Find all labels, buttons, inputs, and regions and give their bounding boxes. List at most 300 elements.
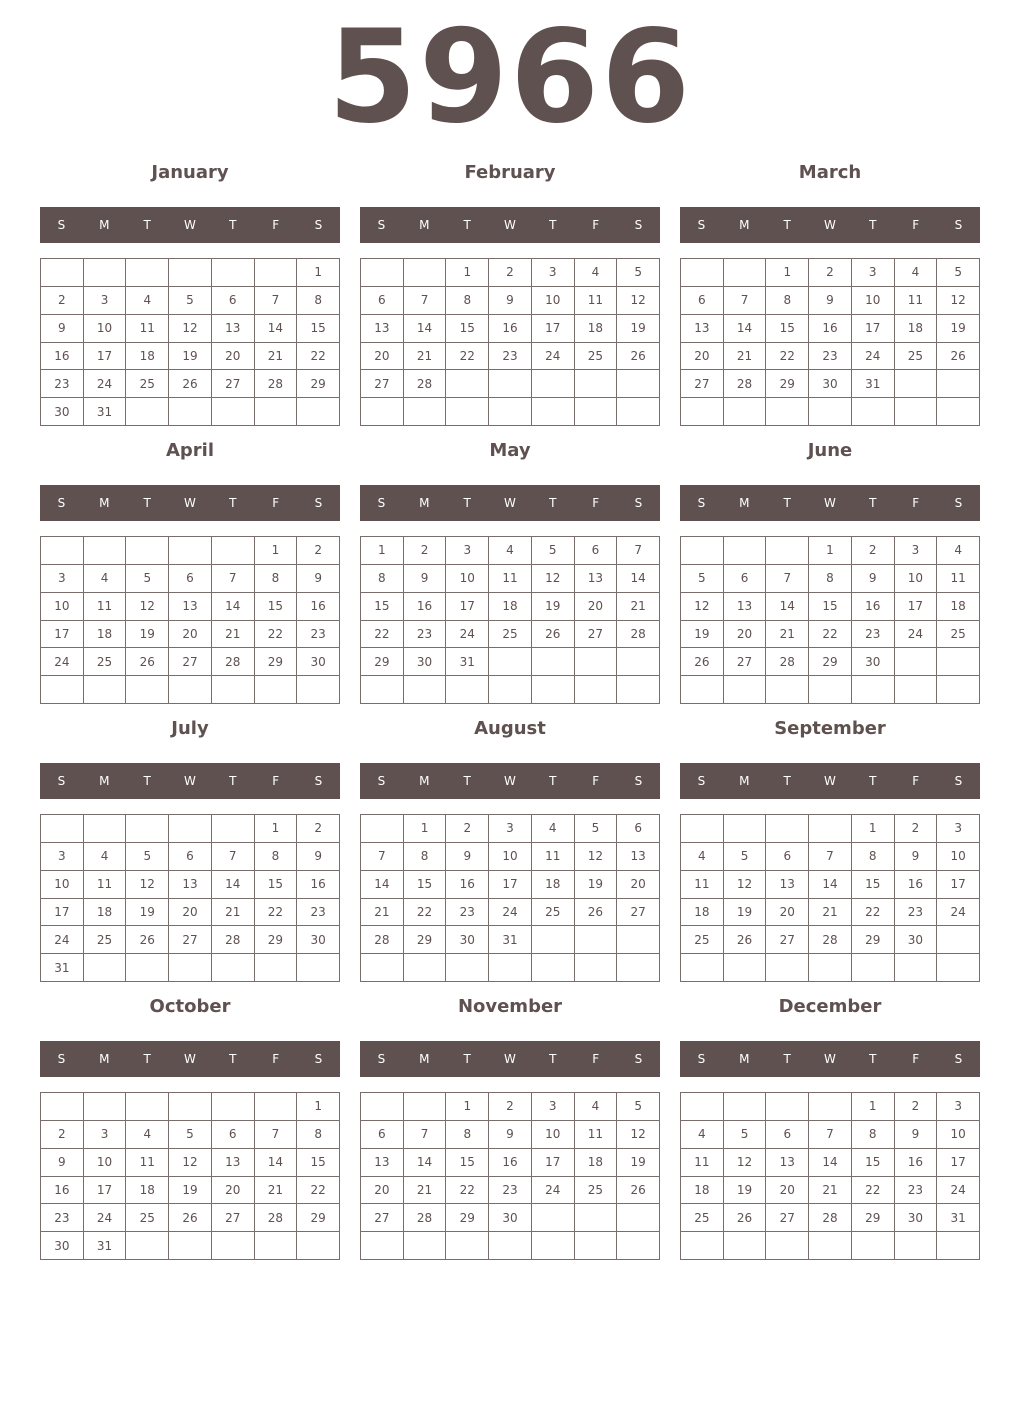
day-cell: 2 [297,537,340,565]
day-cell [361,954,404,982]
day-cell: 7 [212,565,255,593]
day-cell: 27 [766,926,809,954]
day-cell [617,370,660,398]
weekday-header-bar [40,207,340,243]
day-cell [575,954,618,982]
day-cell [404,259,447,287]
day-cell [766,1232,809,1260]
day-cell: 21 [617,593,660,621]
weekday-label: W [504,496,516,510]
weekday-label: F [592,774,600,788]
day-cell [169,537,212,565]
day-cell: 8 [852,1121,895,1149]
day-cell: 13 [724,593,767,621]
day-cell: 19 [724,1177,767,1205]
weekday-header-bar [40,763,340,799]
weekday-header-bar [680,485,980,521]
day-cell [84,954,127,982]
day-cell: 10 [532,1121,575,1149]
day-cell: 6 [681,287,724,315]
day-cell: 7 [617,537,660,565]
day-cell: 21 [212,621,255,649]
day-cell: 28 [404,370,447,398]
day-cell: 7 [361,843,404,871]
weekday-label: S [377,218,386,232]
day-cell: 16 [895,1149,938,1177]
day-cell: 16 [489,1149,532,1177]
weekday-label: T [143,1052,151,1066]
day-cell: 18 [895,315,938,343]
day-cell: 30 [404,648,447,676]
day-cell [297,954,340,982]
day-cell: 23 [446,899,489,927]
month-name: May [489,440,531,461]
day-cell: 17 [84,1177,127,1205]
day-cell [852,398,895,426]
month-name: December [778,996,882,1017]
day-cell: 13 [361,1149,404,1177]
day-cell: 25 [126,1204,169,1232]
day-cell: 18 [532,871,575,899]
day-cell [681,1093,724,1121]
day-cell [169,1093,212,1121]
weekday-label: T [869,496,877,510]
day-cell: 3 [84,287,127,315]
day-cell: 23 [41,370,84,398]
day-cell: 5 [681,565,724,593]
day-cell: 11 [575,1121,618,1149]
day-cell [681,954,724,982]
day-cell [169,815,212,843]
weekday-label: W [824,774,836,788]
weekday-label: S [57,774,66,788]
day-cell [255,1232,298,1260]
day-cell: 3 [532,259,575,287]
weekday-header-bar [360,763,660,799]
day-cell [84,815,127,843]
day-cell: 13 [766,871,809,899]
day-cell [41,537,84,565]
day-cell: 4 [489,537,532,565]
day-cell: 31 [489,926,532,954]
day-cell [852,1232,895,1260]
day-cell: 12 [575,843,618,871]
day-cell: 16 [809,315,852,343]
day-cell: 16 [41,343,84,371]
day-cell [575,398,618,426]
day-cell [532,648,575,676]
day-cell: 23 [404,621,447,649]
day-cell: 5 [724,843,767,871]
day-cell: 8 [255,565,298,593]
day-cell [84,676,127,704]
day-cell [937,954,980,982]
day-cell [169,954,212,982]
day-cell: 4 [575,259,618,287]
day-cell: 13 [169,593,212,621]
day-cell: 21 [766,621,809,649]
month-name: January [151,162,229,183]
day-cell [489,398,532,426]
weekday-label: S [634,218,643,232]
weekday-label: F [272,496,280,510]
day-grid [360,814,660,982]
day-cell: 10 [41,871,84,899]
day-cell: 30 [41,398,84,426]
weekday-label: T [143,774,151,788]
weekday-label: F [592,496,600,510]
day-cell: 11 [489,565,532,593]
day-cell: 8 [361,565,404,593]
day-cell: 25 [84,926,127,954]
day-cell: 26 [617,343,660,371]
day-cell: 21 [255,343,298,371]
weekday-label: W [824,218,836,232]
day-cell: 3 [532,1093,575,1121]
day-cell [724,398,767,426]
weekday-label: T [229,496,237,510]
day-cell: 26 [575,899,618,927]
day-cell: 14 [404,1149,447,1177]
day-cell: 6 [361,1121,404,1149]
day-cell: 16 [489,315,532,343]
day-cell: 22 [255,621,298,649]
day-cell: 21 [404,343,447,371]
day-cell: 1 [297,1093,340,1121]
day-cell [895,648,938,676]
day-cell: 11 [895,287,938,315]
day-cell: 11 [126,1149,169,1177]
day-cell: 3 [41,843,84,871]
day-cell: 6 [169,843,212,871]
day-cell: 21 [404,1177,447,1205]
day-cell: 15 [809,593,852,621]
day-cell: 3 [852,259,895,287]
day-cell: 21 [724,343,767,371]
day-cell: 23 [41,1204,84,1232]
day-cell: 17 [937,871,980,899]
weekday-label: S [954,218,963,232]
day-cell [809,398,852,426]
day-cell: 4 [532,815,575,843]
day-cell: 19 [724,899,767,927]
day-cell [84,259,127,287]
day-cell: 19 [937,315,980,343]
weekday-label: M [739,1052,750,1066]
day-cell: 12 [126,871,169,899]
day-cell [575,370,618,398]
day-cell [297,398,340,426]
day-cell: 2 [41,1121,84,1149]
day-cell: 25 [575,1177,618,1205]
day-cell: 17 [937,1149,980,1177]
weekday-label: S [634,1052,643,1066]
day-cell: 14 [617,565,660,593]
day-cell: 28 [255,1204,298,1232]
day-cell: 19 [126,621,169,649]
day-cell: 22 [404,899,447,927]
day-cell [361,259,404,287]
day-cell: 25 [84,648,127,676]
weekday-label: W [504,1052,516,1066]
weekday-header-bar [680,763,980,799]
day-cell [766,815,809,843]
day-cell: 4 [126,287,169,315]
weekday-label: S [634,496,643,510]
day-cell: 5 [126,843,169,871]
weekday-label: T [549,774,557,788]
day-cell: 30 [809,370,852,398]
day-cell [404,398,447,426]
weekday-label: S [697,496,706,510]
day-cell [617,676,660,704]
day-cell [809,815,852,843]
day-cell [361,815,404,843]
day-cell: 2 [297,815,340,843]
day-cell: 8 [255,843,298,871]
day-cell [489,676,532,704]
day-cell [724,954,767,982]
day-cell [575,1232,618,1260]
day-cell [809,1232,852,1260]
weekday-label: T [143,496,151,510]
day-cell [489,370,532,398]
weekday-label: W [184,1052,196,1066]
weekday-header-bar [360,207,660,243]
day-cell: 8 [297,287,340,315]
month-name: October [149,996,231,1017]
day-cell: 9 [297,565,340,593]
day-cell: 14 [361,871,404,899]
day-cell: 12 [169,315,212,343]
day-cell: 10 [84,315,127,343]
day-cell: 5 [169,1121,212,1149]
day-cell: 3 [937,1093,980,1121]
day-cell [446,1232,489,1260]
day-cell [169,398,212,426]
day-cell [724,815,767,843]
day-cell: 19 [617,1149,660,1177]
day-cell: 14 [212,593,255,621]
day-cell [681,815,724,843]
day-cell: 15 [446,1149,489,1177]
weekday-label: S [377,774,386,788]
day-cell: 25 [575,343,618,371]
day-cell: 20 [361,1177,404,1205]
day-cell [617,1204,660,1232]
month-name: July [171,718,209,739]
day-cell: 17 [446,593,489,621]
day-cell: 20 [766,1177,809,1205]
weekday-label: F [912,774,920,788]
day-cell [532,1232,575,1260]
day-cell: 28 [361,926,404,954]
day-grid [680,814,980,982]
day-cell: 25 [126,370,169,398]
day-cell [361,676,404,704]
day-cell [404,954,447,982]
day-cell [404,1093,447,1121]
day-cell: 4 [895,259,938,287]
day-cell: 23 [297,621,340,649]
day-cell [489,954,532,982]
day-cell: 15 [361,593,404,621]
weekday-label: T [783,1052,791,1066]
weekday-label: M [739,218,750,232]
day-cell: 11 [575,287,618,315]
day-cell [575,1204,618,1232]
day-cell [532,370,575,398]
day-cell: 20 [169,621,212,649]
weekday-label: F [912,496,920,510]
day-cell [169,259,212,287]
day-cell: 24 [446,621,489,649]
day-cell: 6 [766,1121,809,1149]
day-cell: 22 [852,899,895,927]
day-cell: 10 [41,593,84,621]
weekday-label: W [504,774,516,788]
day-cell: 20 [681,343,724,371]
day-cell [724,1232,767,1260]
weekday-header-bar [40,1041,340,1077]
day-cell: 4 [126,1121,169,1149]
day-cell: 28 [766,648,809,676]
day-cell [937,398,980,426]
day-cell: 4 [575,1093,618,1121]
day-cell: 8 [852,843,895,871]
weekday-label: S [314,774,323,788]
day-cell: 30 [895,926,938,954]
day-cell: 20 [617,871,660,899]
day-cell: 26 [532,621,575,649]
weekday-label: S [954,1052,963,1066]
day-cell: 18 [84,899,127,927]
day-cell: 7 [404,1121,447,1149]
day-cell: 19 [532,593,575,621]
day-cell [852,954,895,982]
weekday-header-bar [40,485,340,521]
weekday-label: T [229,774,237,788]
day-cell [255,398,298,426]
day-cell: 27 [169,926,212,954]
day-cell: 18 [937,593,980,621]
day-cell [724,537,767,565]
day-cell [937,648,980,676]
weekday-label: T [549,496,557,510]
day-cell: 30 [297,926,340,954]
day-cell: 11 [532,843,575,871]
day-cell: 10 [489,843,532,871]
day-cell: 14 [404,315,447,343]
weekday-label: M [419,774,430,788]
day-cell: 15 [766,315,809,343]
day-cell: 23 [852,621,895,649]
day-cell: 1 [446,259,489,287]
weekday-label: S [314,218,323,232]
day-cell: 1 [361,537,404,565]
weekday-label: F [912,1052,920,1066]
day-cell: 9 [297,843,340,871]
day-cell: 18 [126,1177,169,1205]
day-cell: 16 [446,871,489,899]
month-name: February [464,162,556,183]
day-cell: 13 [361,315,404,343]
day-cell: 2 [41,287,84,315]
weekday-label: M [99,1052,110,1066]
day-cell: 13 [766,1149,809,1177]
day-cell: 27 [575,621,618,649]
day-cell [212,676,255,704]
day-cell: 6 [575,537,618,565]
weekday-label: W [824,496,836,510]
day-cell [297,1232,340,1260]
day-cell: 29 [255,926,298,954]
day-cell: 22 [766,343,809,371]
day-grid [680,258,980,426]
day-cell [84,1093,127,1121]
weekday-label: S [57,1052,66,1066]
day-cell: 7 [724,287,767,315]
day-cell: 30 [297,648,340,676]
day-cell: 25 [937,621,980,649]
day-cell: 14 [809,871,852,899]
day-cell [361,1232,404,1260]
day-grid [40,258,340,426]
day-cell: 24 [41,648,84,676]
day-cell: 6 [724,565,767,593]
day-cell: 26 [169,1204,212,1232]
weekday-label: W [824,1052,836,1066]
day-cell: 6 [169,565,212,593]
day-cell: 29 [297,370,340,398]
weekday-label: W [184,496,196,510]
weekday-label: T [463,774,471,788]
day-cell: 19 [169,343,212,371]
day-cell [532,954,575,982]
month-name: April [165,440,215,461]
day-cell: 29 [852,1204,895,1232]
month-name: June [807,440,853,461]
day-cell [361,1093,404,1121]
day-cell: 20 [766,899,809,927]
day-cell: 29 [852,926,895,954]
day-cell: 17 [532,315,575,343]
day-cell: 1 [404,815,447,843]
day-cell: 24 [852,343,895,371]
weekday-label: T [549,218,557,232]
weekday-label: M [419,218,430,232]
weekday-header-bar [360,485,660,521]
day-cell: 1 [809,537,852,565]
day-cell: 31 [41,954,84,982]
day-cell [212,259,255,287]
day-cell: 18 [126,343,169,371]
day-cell: 26 [617,1177,660,1205]
day-cell: 17 [41,621,84,649]
day-cell: 16 [895,871,938,899]
day-cell [489,1232,532,1260]
day-cell: 17 [852,315,895,343]
day-cell: 15 [852,1149,895,1177]
day-cell: 23 [895,899,938,927]
day-cell: 16 [297,871,340,899]
day-cell: 10 [446,565,489,593]
weekday-header-bar [680,207,980,243]
weekday-label: M [99,774,110,788]
day-cell [766,676,809,704]
day-cell: 28 [809,926,852,954]
day-cell [41,676,84,704]
